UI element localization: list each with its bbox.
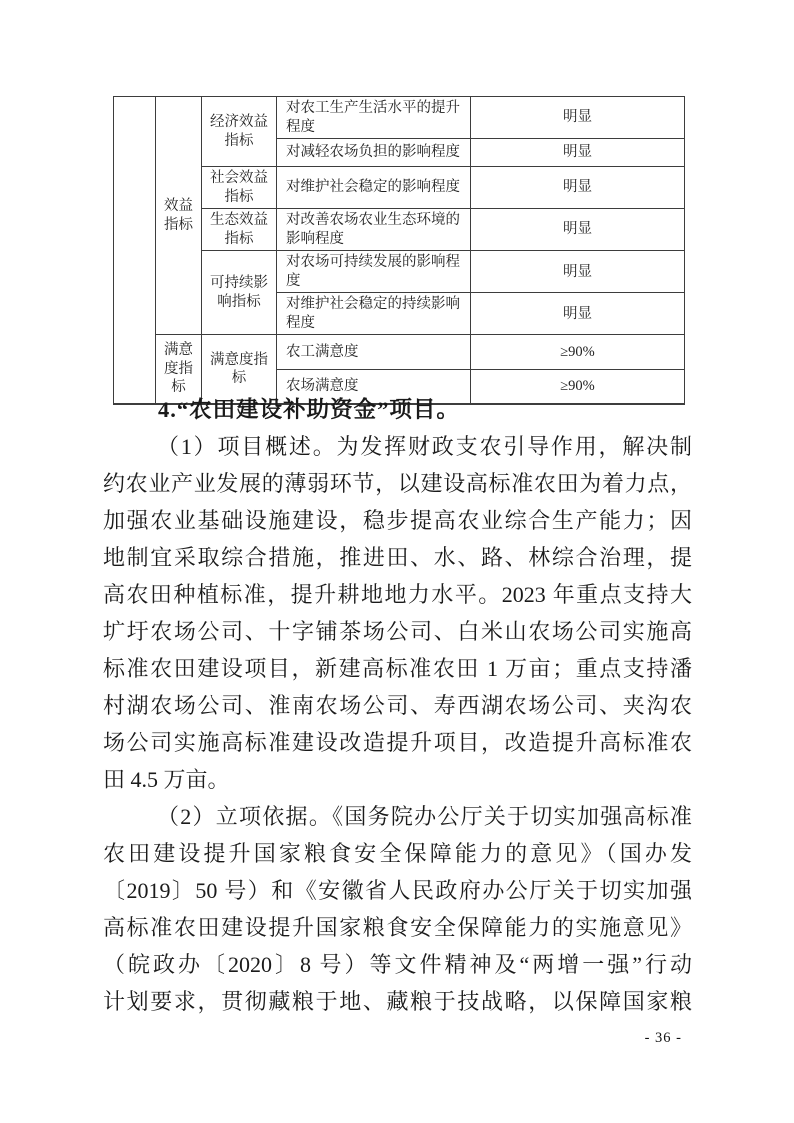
body-text — [103, 428, 692, 1020]
value-cell: ≥90% — [471, 335, 685, 370]
satisfaction-sub-cell: 满意度指标 — [202, 335, 277, 404]
indicator-cell: 对农场可持续发展的影响程度 — [277, 251, 471, 293]
indicator-cell: 对维护社会稳定的影响程度 — [277, 167, 471, 209]
paragraph-line: 约农业产业发展的薄弱环节，以建设高标准农田为着力点， — [103, 471, 692, 496]
paragraph-line: 〔2019〕50 号）和《安徽省人民政府办公厅关于切实加强 — [103, 878, 692, 903]
social-sub-cell: 社会效益指标 — [202, 167, 277, 209]
value-cell: 明显 — [471, 251, 685, 293]
paragraph-line: 加强农业基础设施建设，稳步提高农业综合生产能力；因 — [103, 508, 692, 533]
indicator-cell: 对改善农场农业生态环境的影响程度 — [277, 209, 471, 251]
indicator-table — [113, 96, 685, 405]
paragraph-line: 标准农田建设项目，新建高标准农田 1 万亩；重点支持潘 — [103, 656, 692, 681]
value-cell: 明显 — [471, 139, 685, 167]
value-cell: 明显 — [471, 97, 685, 139]
paragraph-line: 圹圩农场公司、十字铺茶场公司、白米山农场公司实施高 — [103, 619, 692, 644]
table-empty-continuation-cell — [114, 97, 156, 404]
value-cell: 明显 — [471, 293, 685, 335]
sustainable-sub-cell: 可持续影响指标 — [202, 251, 277, 335]
economic-sub-cell: 经济效益指标 — [202, 97, 277, 167]
paragraph-line: 场公司实施高标准建设改造提升项目，改造提升高标准农 — [103, 730, 692, 755]
indicator-cell: 农场满意度 — [277, 370, 471, 404]
table-row — [114, 97, 685, 139]
value-cell: ≥90% — [471, 370, 685, 404]
paragraph-line: 田 4.5 万亩。 — [103, 767, 230, 792]
paragraph-line: 高标准农田建设提升国家粮食安全保障能力的实施意见》 — [103, 915, 692, 940]
paragraph-line: 村湖农场公司、淮南农场公司、寿西湖农场公司、夹沟农 — [103, 693, 692, 718]
paragraph-line: 高农田种植标准，提升耕地地力水平。2023 年重点支持大 — [103, 582, 692, 607]
paragraph-line: （1）项目概述。为发挥财政支农引导作用，解决制 — [157, 434, 692, 459]
page-number: - 36 - — [644, 1030, 682, 1046]
paragraph-line: 计划要求，贯彻藏粮于地、藏粮于技战略，以保障国家粮 — [103, 989, 692, 1014]
value-cell: 明显 — [471, 209, 685, 251]
paragraph-line: 农田建设提升国家粮食安全保障能力的意见》（国办发 — [103, 841, 692, 866]
paragraph-line: （皖政办〔2020〕8 号）等文件精神及“两增一强”行动 — [103, 952, 692, 977]
satisfaction-category-cell: 满意度指标 — [156, 335, 202, 404]
indicator-cell: 农工满意度 — [277, 335, 471, 370]
indicator-cell: 对农工生产生活水平的提升程度 — [277, 97, 471, 139]
table-row — [114, 335, 685, 370]
indicator-cell: 对维护社会稳定的持续影响程度 — [277, 293, 471, 335]
indicator-cell: 对减轻农场负担的影响程度 — [277, 139, 471, 167]
ecological-sub-cell: 生态效益指标 — [202, 209, 277, 251]
paragraph-line: （2）立项依据。《国务院办公厅关于切实加强高标准 — [157, 804, 692, 829]
section-heading: 4.“农田建设补助资金”项目。 — [158, 397, 460, 422]
paragraph-line: 地制宜采取综合措施，推进田、水、路、林综合治理，提 — [103, 545, 692, 570]
value-cell: 明显 — [471, 167, 685, 209]
benefit-category-cell: 效益指标 — [156, 97, 202, 335]
